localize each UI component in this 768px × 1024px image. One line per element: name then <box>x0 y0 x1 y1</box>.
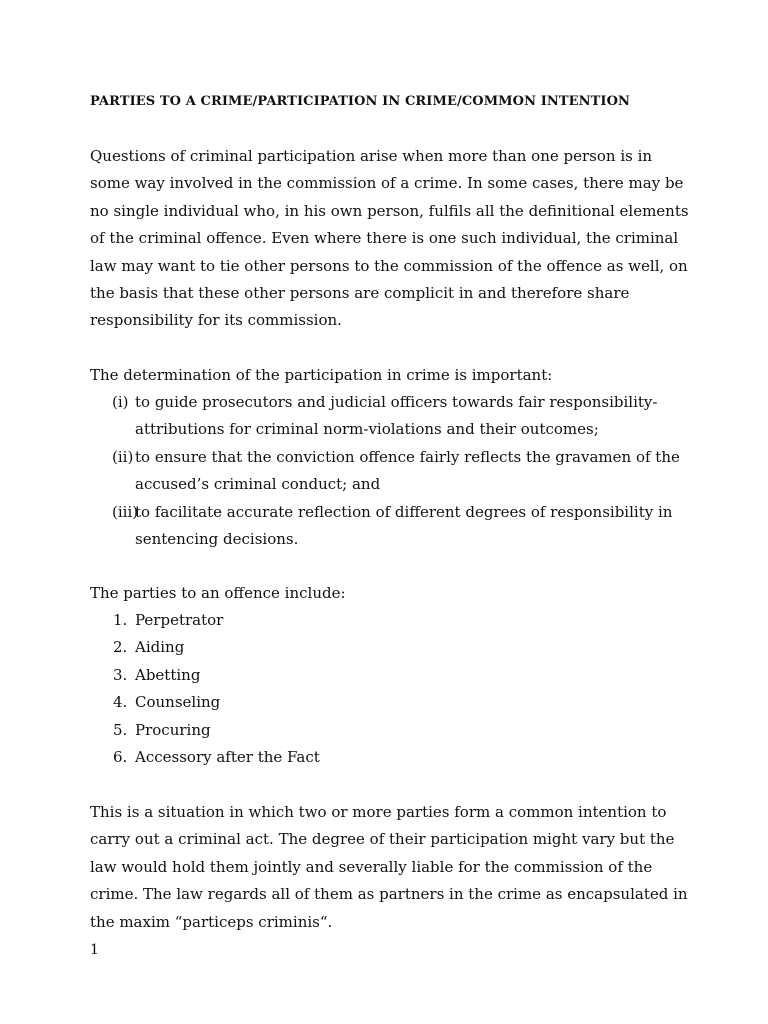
list-number: 3. <box>113 665 128 684</box>
list-item-text: Counseling <box>135 693 221 712</box>
page-number: 1 <box>90 942 99 958</box>
text-line: attributions for criminal norm-violations and their outcomes; <box>135 420 599 439</box>
text-line: sentencing decisions. <box>135 530 299 549</box>
list-item <box>90 689 320 716</box>
text-line: This is a situation in which two or more parties form a common intention to <box>90 803 667 821</box>
text-line: carry out a criminal act. The degree of their participation might vary but the <box>90 830 675 849</box>
importance-intro <box>90 362 680 389</box>
text-line: law would hold them jointly and severally liable for the commission of the <box>90 857 653 876</box>
text-line: to guide prosecutors and judicial officers towards fair responsibility- <box>135 393 658 411</box>
document-page <box>90 0 689 1024</box>
text-line: to facilitate accurate reflection of different degrees of responsibility in <box>135 502 673 521</box>
text-line: the basis that these other persons are complicit in and therefore share <box>90 284 630 303</box>
text-line: Questions of criminal participation arise when more than one person is in <box>90 147 653 165</box>
list-number: 4. <box>113 693 128 712</box>
list-item <box>90 744 320 771</box>
list-item-text: Accessory after the Fact <box>135 748 320 767</box>
text-line: accused’s criminal conduct; and <box>135 475 381 494</box>
text-line: the maxim “particeps criminis“. <box>90 912 333 931</box>
text-line: no single individual who, in his own person, fulfils all the definitional elements <box>90 201 689 220</box>
list-item-text: Abetting <box>135 665 201 684</box>
text-line: law may want to tie other persons to the commission of the offence as well, on <box>90 256 688 275</box>
text-line: of the criminal offence. Even where there is one such individual, the criminal <box>90 229 679 248</box>
list-item-text: Perpetrator <box>135 611 224 629</box>
list-marker: (ii) <box>112 447 134 466</box>
text-line: The determination of the participation in crime is important: <box>90 366 553 384</box>
list-item <box>90 662 320 689</box>
text-line: some way involved in the commission of a crime. In some cases, there may be <box>90 174 684 193</box>
text-line: to ensure that the conviction offence fairly reflects the gravamen of the <box>135 447 680 466</box>
paragraph-criminal-participation <box>90 143 689 335</box>
importance-list <box>90 389 680 553</box>
list-marker: (iii) <box>112 502 139 521</box>
list-item <box>90 499 680 554</box>
list-number: 5. <box>113 720 128 739</box>
parties-list <box>90 607 320 771</box>
list-item <box>90 389 680 444</box>
list-item <box>90 717 320 744</box>
list-number: 2. <box>113 638 128 657</box>
page-title: PARTIES TO A CRIME/PARTICIPATION IN CRIME/COMMON INTENTION <box>90 94 630 109</box>
list-item <box>90 444 680 499</box>
parties-intro <box>90 580 680 607</box>
list-item-text: Procuring <box>135 720 211 739</box>
text-line: responsibility for its commission. <box>90 311 342 330</box>
text-line: crime. The law regards all of them as partners in the crime as encapsulated in <box>90 885 688 904</box>
list-item <box>90 607 320 634</box>
list-marker: (i) <box>112 393 129 411</box>
text-line: The parties to an offence include: <box>90 584 346 602</box>
list-item-text: Aiding <box>135 638 185 657</box>
paragraph-common-intention <box>90 799 688 936</box>
list-number: 6. <box>113 748 128 767</box>
list-number: 1. <box>113 611 128 629</box>
list-item <box>90 634 320 661</box>
